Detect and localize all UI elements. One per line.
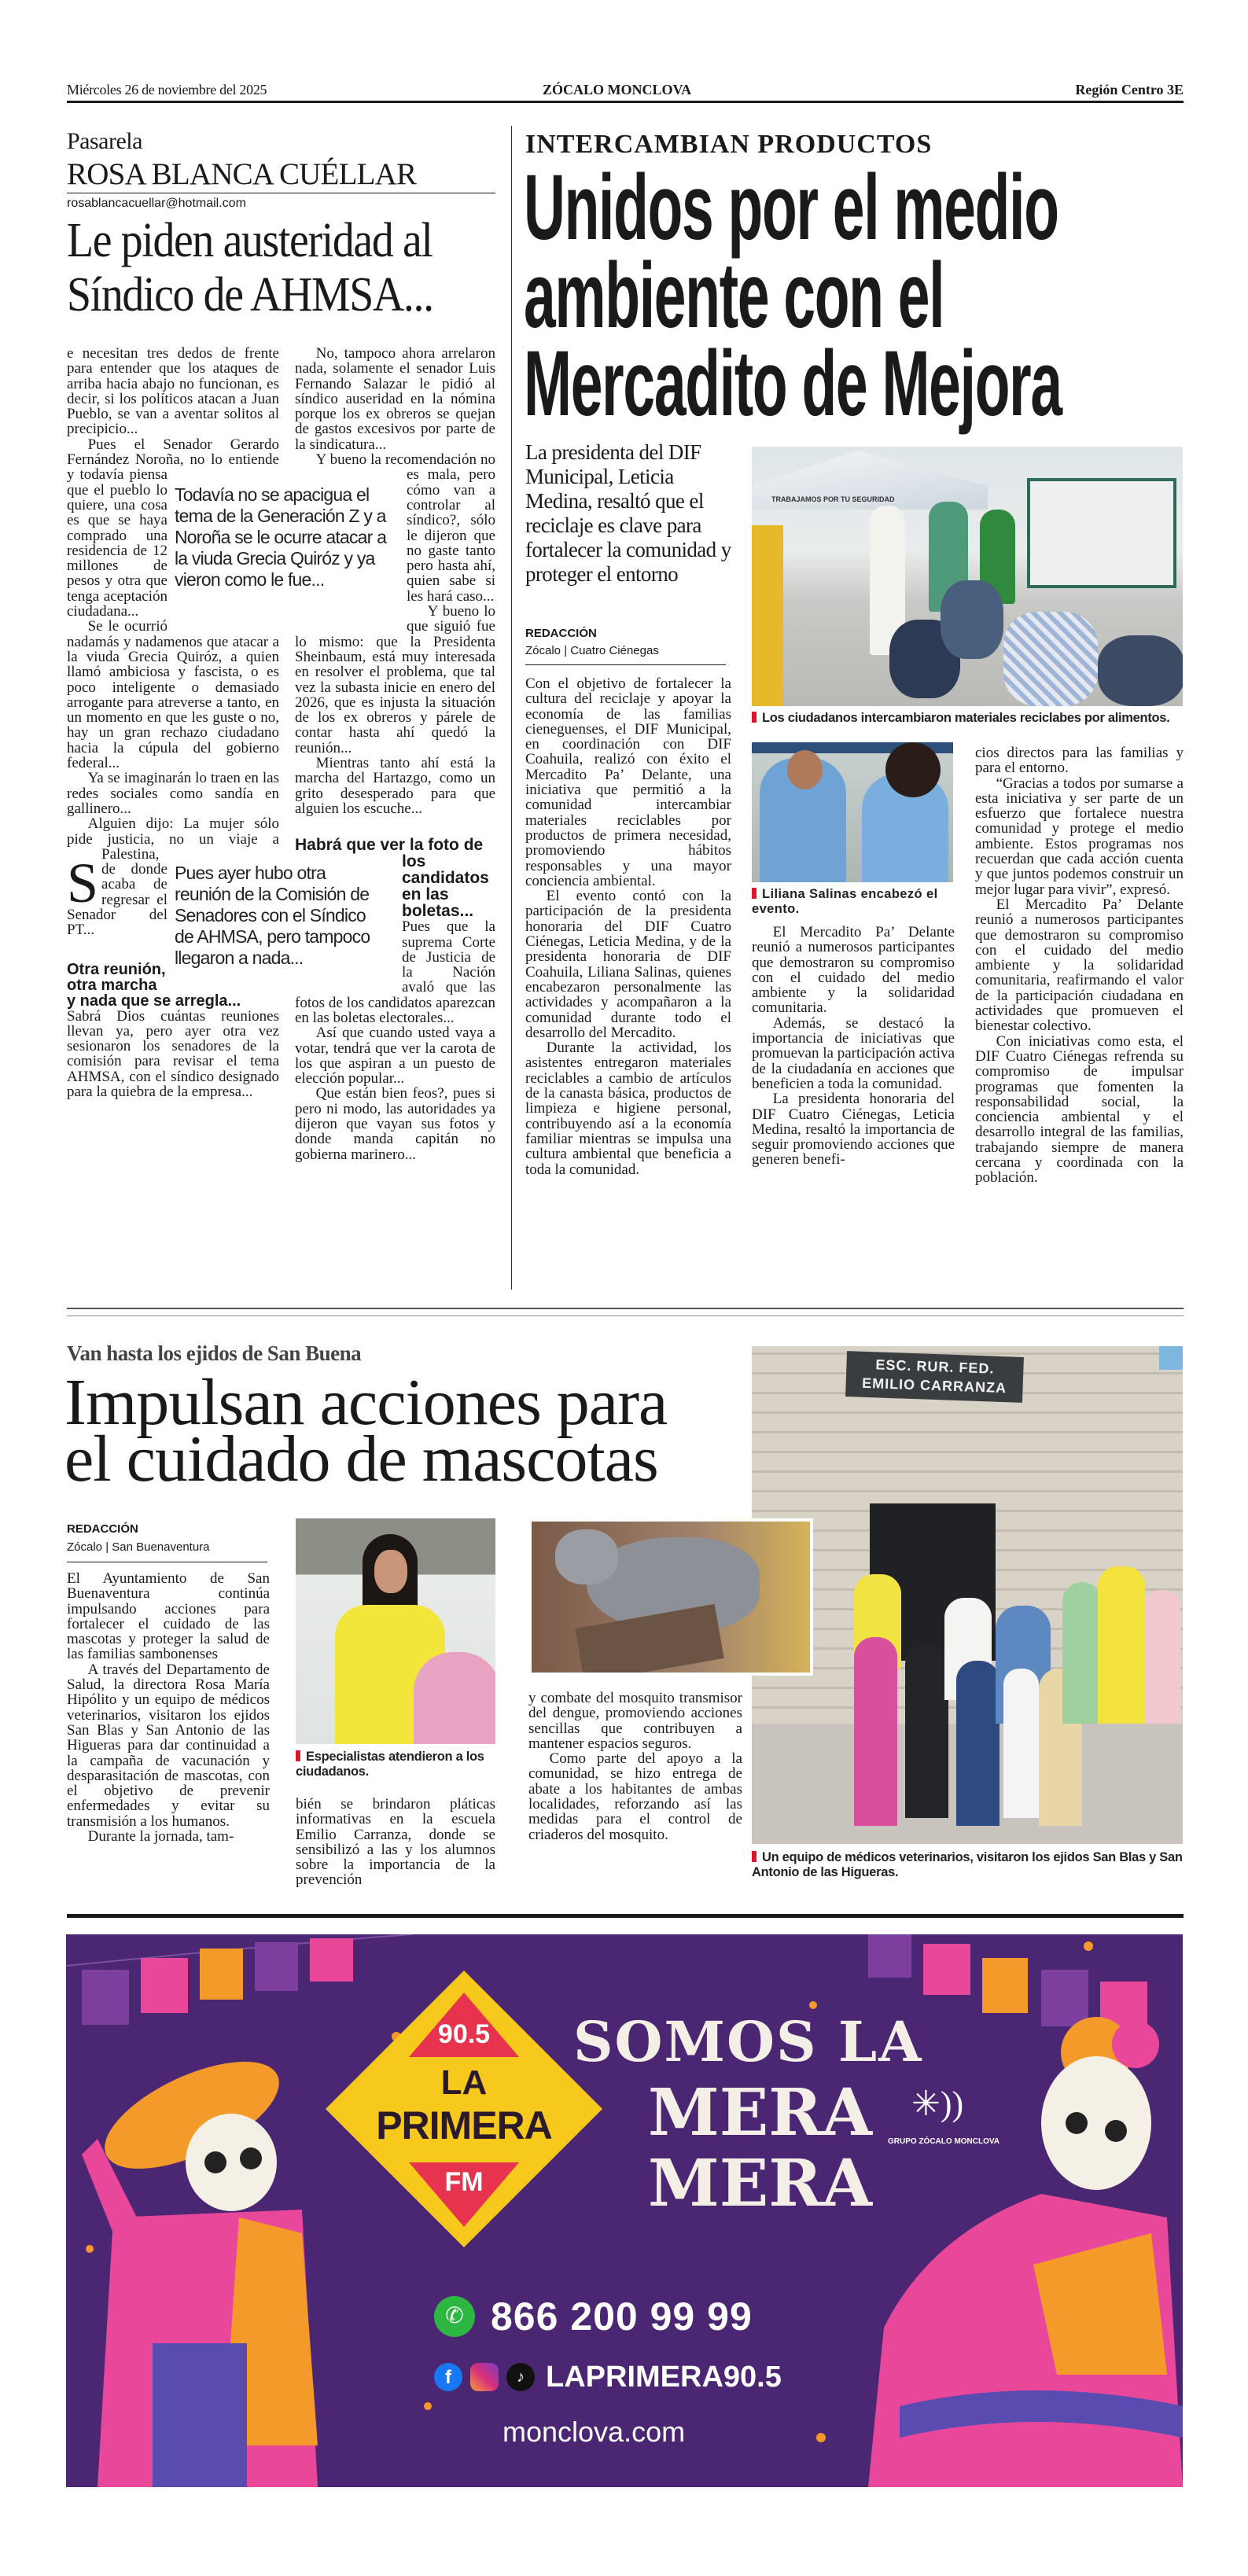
caption-marker xyxy=(752,888,757,899)
section-page: Región Centro 3E xyxy=(1075,82,1184,98)
photo-big-school-group xyxy=(752,1346,1183,1844)
bag-shape xyxy=(941,580,1003,659)
person-shape xyxy=(1145,1590,1180,1724)
branch-shape xyxy=(575,1604,723,1676)
article-col-2 xyxy=(296,1797,495,1888)
column-paragraph: Y bueno lo que siguió fue lo mismo: que la Presidenta Sheinbaum, está muy interesada en resolver el problema, que tal vez la subasta inicie en enero del 2026, que es injusta la situación de los ex obreros y párele de contar hasta ahí quedó la reunión... xyxy=(295,603,495,756)
caption-text: Liliana Salinas encabezó el evento. xyxy=(752,887,938,916)
column-author: ROSA BLANCA CUÉLLAR xyxy=(67,157,417,191)
column-paragraph: Pues que la suprema Corte de Justicia de la Nación avaló que las fotos de los candidatos aparezcan en las boletas electorales... xyxy=(295,918,495,1026)
sign-line: EMILIO CARRANZA xyxy=(861,1374,1007,1397)
article-paragraph: cios directos para las familias y para el entorno. xyxy=(975,745,1184,777)
instagram-icon[interactable] xyxy=(470,2363,499,2391)
column-paragraph: Alguien dijo: La mujer sólo pide justicia, no un viaje a Palestina, de donde acaba de regresar el Senador del PT... xyxy=(67,815,279,939)
pull-quote: Pues ayer hubo otra reunión de la Comisión de Senadores con el Síndico de AHMSA, pero tampoco llegaron a nada... xyxy=(175,863,370,968)
byline: REDACCIÓN xyxy=(525,627,597,640)
skeleton-charro-illustration xyxy=(66,1934,326,2487)
cat-head-shape xyxy=(555,1529,618,1584)
column-body-col2 xyxy=(295,346,495,1162)
headline-line: ambiente con el xyxy=(524,244,944,348)
caption-text: Los ciudadanos intercambiaron materiales reciclabes por alimentos. xyxy=(762,711,1170,725)
article-kicker: INTERCAMBIAN PRODUCTOS xyxy=(525,130,933,159)
article-paragraph: El evento contó con la participación de la presidenta honoraria del DIF Cuatro Ciénegas, Leticia Medina, y de la presidenta honoraria de DIF Coahuila, Liliana Salinas, quienes encabezaron personalmente las actividades y acompañaron a la comunidad durante todo el desarrollo del Mercadito. xyxy=(525,888,731,1041)
article-paragraph: El Mercadito Pa’ Delante reunió a numerosos participantes que demostraron su compromiso con el cuidado del medio ambiente y la solidaridad comunitaria, reafirmando el valor de la participación ciudadana en actividades que promueven el bienestar colectivo. xyxy=(975,896,1184,1035)
column-subheading: Otra reunión, otra marcha y nada que se arregla... xyxy=(67,960,241,1010)
person-shape xyxy=(1003,1669,1039,1818)
article-paragraph: y combate del mosquito transmisor del dengue, promoviendo acciones sencillas que contribuyen a mantener espacios seguros. xyxy=(528,1690,742,1752)
caption-marker xyxy=(752,712,757,723)
caption-marker xyxy=(752,1851,757,1862)
caption-marker xyxy=(296,1750,300,1761)
column-section: Pasarela xyxy=(67,128,142,154)
byline-rule xyxy=(525,664,726,665)
column-paragraph: Que están bien feos?, pues si pero ni modo, las autoridades ya dijeron que vayan sus fotos y donde manda capitán no gobierna marinero... xyxy=(295,1085,495,1163)
column-paragraph: Sabrá Dios cuántas reuniones llevan ya, pero ayer otra vez sesionaron los senadores de la comisión para revisar el tema AHMSA, con el síndico designado para la quiebra de la empresa... xyxy=(67,1007,279,1101)
paper-name: ZÓCALO MONCLOVA xyxy=(543,82,692,98)
column-subheading: Habrá que ver la foto de los candidatos en las boletas... xyxy=(295,836,489,921)
article-paragraph: Con el objetivo de fortalecer la cultura del reciclaje y apoyar la economía de las familias cieneguenses, el DIF Municipal, en coordinación con DIF Coahuila, realizó con éxito el Mercadito Pa’ Delante, una iniciativa que permitió a la comunidad intercambiar materiales reciclables por productos de primera necesidad, promoviendo hábitos responsables y una mayor conciencia ambiental. xyxy=(525,675,731,889)
column-divider xyxy=(511,126,512,1290)
ad-rule xyxy=(67,1914,1184,1918)
station-band: FM xyxy=(444,2167,484,2197)
person-shape xyxy=(854,1637,897,1826)
article-paragraph: bién se brindaron pláticas informativas en la escuela Emilio Carranza, donde se sensibilizó a las y los alumnos sobre la importancia de la prevención xyxy=(296,1796,495,1889)
photo-caption xyxy=(752,887,953,917)
slogan-line: MERA xyxy=(648,2146,873,2221)
broadcast-icon: ✳)) xyxy=(911,2085,964,2123)
column-body-col1 xyxy=(67,346,279,1099)
caption-text: Un equipo de médicos veterinarios, visitaron los ejidos San Blas y San Antonio de las Higueras. xyxy=(752,1850,1183,1879)
article-paragraph: Además, se destacó la importancia de iniciativas que promuevan la participación activa de la ciudadanía en acciones que beneficien a toda la comunidad. xyxy=(752,1014,955,1092)
photo-specialist xyxy=(296,1518,495,1744)
caption-text: Especialistas atendieron a los ciudadanos. xyxy=(296,1750,484,1779)
column-paragraph xyxy=(295,756,495,816)
tiktok-icon[interactable]: ♪ xyxy=(506,2363,535,2391)
dateline: Zócalo | Cuatro Ciénegas xyxy=(525,644,659,657)
headline-line: el cuidado de mascotas xyxy=(64,1422,658,1496)
ad-group-name: GRUPO ZÓCALO MONCLOVA xyxy=(888,2137,1000,2146)
tent-banner-text: TRABAJAMOS POR TU SEGURIDAD xyxy=(771,495,895,503)
photo-caption xyxy=(296,1750,495,1779)
person-shape xyxy=(1062,1582,1102,1724)
sign-line: ESC. RUR. FED. xyxy=(875,1356,995,1377)
ad-phone[interactable]: 866 200 99 99 xyxy=(491,2294,753,2339)
headline-line: Mercadito de Mejora xyxy=(524,332,1062,436)
headline-line: Impulsan acciones para xyxy=(64,1366,668,1439)
article-paragraph: Como parte del apoyo a la comunidad, se hizo entrega de abate a los habitantes de ambas localidades, reforzando así las medidas para el control de criaderos del mosquito. xyxy=(528,1750,742,1843)
person-shape xyxy=(414,1652,495,1744)
pull-quote: Todavía no se apacigua el tema de la Generación Z y a Noroña se le ocurre atacar a la viuda Grecia Quiróz y ya vieron como le fue... xyxy=(175,484,387,590)
column-paragraph: Así que cuando usted vaya a votar, tendrá que ver la carota de los que aspiran a un puesto de elección popular... xyxy=(295,1025,495,1087)
paragraph-text: e necesitan tres dedos de frente para entender que los ataques de arriba hacia abajo no funcionan, es decir, si los políticos atacan a Juan Pueblo, se van a aventar solitos al precipicio... xyxy=(67,345,279,438)
article-paragraph: Durante la actividad, los asistentes entregaron materiales reciclables a cambio de artículos de la canasta básica, productos de limpieza e higiene personal, contribuyendo así a la economía familiar mientras se impulsa una cultura ambiental que beneficia a toda la comunidad. xyxy=(525,1040,731,1178)
station-name-primera: PRIMERA xyxy=(376,2103,552,2147)
article-paragraph: El Ayuntamiento de San Buenaventura continúa impulsando acciones para fortalecer el cuidado de las mascotas y proteger la salud de las familias sambonenses xyxy=(67,1570,270,1663)
bag-shape xyxy=(1098,635,1183,706)
article-headline xyxy=(524,156,1206,436)
person-shape xyxy=(1098,1566,1145,1724)
author-email: rosablancacuellar@hotmail.com xyxy=(67,197,246,210)
radio-advertisement[interactable] xyxy=(66,1934,1183,2487)
article-paragraph: El Mercadito Pa’ Delante reunió a numerosos participantes que demostraron su compromiso con el cuidado del medio ambiente y la solidaridad comunitaria. xyxy=(752,924,955,1017)
article-paragraph: “Gracias a todos por sumarse a esta iniciativa y ser parte de un esfuerzo que fortalece nuestra comunidad y protege el medio ambiente. Estos programas nos recuerdan que cada acción cuenta y que juntos podemos construir un mejor lugar para vivir”, expresó. xyxy=(975,775,1184,898)
byline: REDACCIÓN xyxy=(67,1522,138,1536)
ad-social-handle[interactable]: LAPRIMERA90.5 xyxy=(546,2361,782,2394)
column-paragraph: Y bueno la recomendación no es mala, pero cómo van a controlar al síndico?, sólo le dijeron que no gaste tanto pero hasta ahí, quien sabe si les hará caso... xyxy=(315,451,495,605)
photo-caption xyxy=(752,711,1183,726)
paragraph-text: la cúpula del gobierno federal... xyxy=(67,739,279,772)
ad-slogan xyxy=(573,2007,922,2219)
dateline: Zócalo | San Buenaventura xyxy=(67,1540,210,1554)
column-headline: Le piden austeridad al Síndico de AHMSA... xyxy=(67,214,433,322)
article-headline xyxy=(64,1366,668,1496)
article-col-3 xyxy=(528,1691,742,1842)
station-logo xyxy=(326,1971,602,2247)
paragraph-text: Se le ocurrió nadamás y nadamenos que atacar a la viuda Grecia Quiróz, a quien llamó ambiciosa y fascista, o es poco inteligente o demasiado arrogante para atreverse a tanto, en un momento en que les guste o no, hay un gran rechazo ciudadano hacia xyxy=(67,618,279,756)
facebook-icon[interactable]: f xyxy=(434,2363,462,2391)
hair-shape xyxy=(885,742,941,797)
whatsapp-icon: ✆ xyxy=(434,2296,475,2337)
article-col-a xyxy=(525,676,731,1177)
ad-website[interactable]: monclova.com xyxy=(503,2416,686,2448)
bag-shape xyxy=(1003,612,1098,706)
person-shape xyxy=(956,1661,1000,1826)
article-deck: La presidenta del DIF Municipal, Leticia Medina, resaltó que el reciclaje es clave para fortalecer la comunidad y proteger el entorno xyxy=(525,440,731,586)
photo-cat xyxy=(528,1518,813,1676)
edition-date: Miércoles 26 de noviembre del 2025 xyxy=(67,82,267,98)
article-paragraph: La presidenta honoraria del DIF Cuatro Ciénegas, Leticia Medina, resaltó la importancia de seguir promoviendo acciones que generen benefi- xyxy=(752,1091,955,1168)
column-paragraph: No, tampoco ahora arrelaron nada, solamente el senador Luis Fernando Salazar le pidió al síndico auseridad en la nómina porque los ex obreros se quejan de gastos excesivos por parte de la sindicatura... xyxy=(295,345,495,453)
paragraph-text: un grito desesperado para que alguien los escuche... xyxy=(295,770,495,817)
article-paragraph: A través del Departamento de Salud, la directora Rosa María Hipólito y un equipo de médicos veterinarios, visitaron los ejidos San Blas y San Antonio de las Higueras para dar continuidad a la campaña de vacunación y desparasitación de mascotas, con el objetivo de prevenir enfermedades y evitar su transmisión a los humanos. xyxy=(67,1661,270,1830)
school-sign xyxy=(845,1351,1024,1403)
article-col-b xyxy=(752,925,955,1168)
column-paragraph xyxy=(67,619,279,771)
sky-patch xyxy=(1159,1346,1183,1370)
paragraph-text: Mientras tanto ahí está la marcha del Hartazgo, como xyxy=(295,755,495,787)
person-shape xyxy=(752,525,783,706)
article-col-1 xyxy=(67,1571,270,1844)
photo-recycling-market xyxy=(752,447,1183,706)
trailer-shape xyxy=(1027,478,1176,588)
station-name-la: LA xyxy=(440,2063,488,2102)
header-rule xyxy=(67,101,1184,103)
column-paragraph: Ya se imaginarán lo traen en las redes sociales como sandía en gallinero... xyxy=(67,770,279,817)
drop-cap: S xyxy=(67,852,99,914)
photo-liliana-salinas xyxy=(752,742,953,882)
photo-caption xyxy=(752,1850,1183,1880)
column-paragraph: Pues el Senador Gerardo Fernández Noroña, no lo entiende y todavía piensa que el pueblo lo quiere, una cosa es que se haya comprado una residencia de 12 millones de pesos y otra que tenga aceptación ciudadana... xyxy=(67,436,279,620)
article-paragraph: Durante la jornada, tam- xyxy=(87,1828,234,1846)
station-frequency: 90.5 xyxy=(437,2019,491,2049)
slogan-line: SOMOS LA xyxy=(573,2009,923,2074)
person-shape xyxy=(905,1645,948,1818)
article-col-c xyxy=(975,745,1184,1186)
face-shape xyxy=(787,750,823,789)
slogan-line: MERA xyxy=(648,2075,873,2151)
article-kicker: Van hasta los ejidos de San Buena xyxy=(67,1341,362,1365)
headline-line: Unidos por el medio xyxy=(524,156,1058,259)
article-paragraph: Con iniciativas como esta, el DIF Cuatro Ciénegas refrenda su compromiso de impulsar programas que fomenten la responsabilidad social, la conciencia ambiental y el desarrollo integral de las familias, trabajando siempre de manera cercana y coordinada con la población. xyxy=(975,1032,1184,1187)
face-shape xyxy=(374,1550,407,1593)
section-rule xyxy=(67,1308,1184,1309)
